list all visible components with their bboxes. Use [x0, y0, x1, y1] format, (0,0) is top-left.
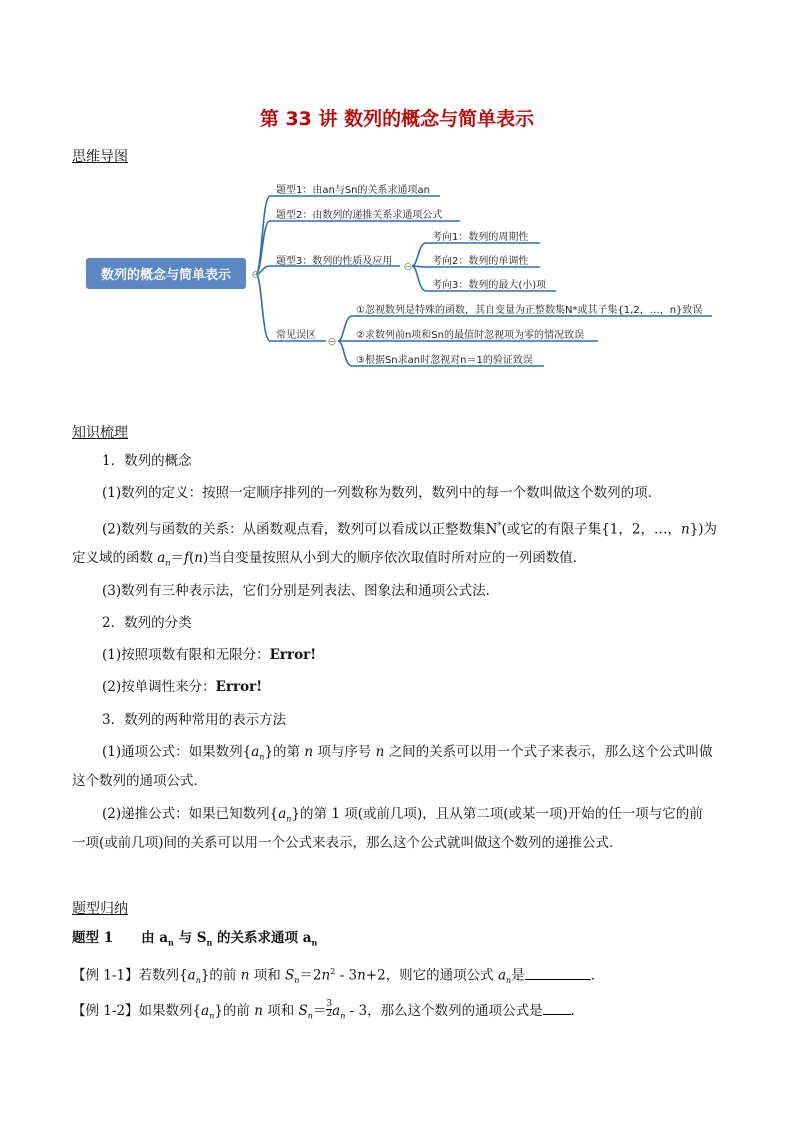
mm-branch-4-sub-3: ③根据Sn求an时忽视对n＝1的验证致误 — [356, 355, 533, 366]
mm-collapse-icon-b4: ⊖ — [327, 335, 337, 348]
fraction: $\frac{3}{2}$ — [326, 999, 333, 1019]
mm-branch-4-sub-1: ①忽视数列是特殊的函数，其自变量为正整数集N*或其子集{1,2，…，n}致误 — [356, 305, 703, 316]
mm-root-label: 数列的概念与简单表示 — [100, 268, 232, 283]
mm-branch-3-sub-1: 考向1：数列的周期性 — [432, 232, 529, 243]
mm-branch-3-sub-2: 考向2：数列的单调性 — [432, 256, 529, 267]
k1-heading: 1．数列的概念 — [102, 453, 192, 469]
page-title: 第 33 讲 数列的概念与简单表示 — [259, 108, 535, 130]
type1-heading: 题型 1 由 $a_n$ 与 $S_n$ 的关系求通项 $a_n$ — [72, 930, 318, 948]
mm-branch-4-sub-2: ②求数列前n项和Sn的最值时忽视项为零的情况致误 — [356, 330, 584, 341]
k2-heading: 2．数列的分类 — [102, 615, 192, 631]
mm-collapse-icon-root: ⊖ — [251, 268, 261, 281]
mindmap-section-heading: 思维导图 — [72, 149, 128, 165]
k3-para-1-line-1: (1)通项公式：如果数列$\{a_n\}$的第 n 项与序号 n 之间的关系可以用一个式子来表示，那么这个公式叫做 — [102, 744, 713, 762]
mm-collapse-icon-b3: ⊖ — [403, 260, 413, 273]
k3-para-2-line-1: (2)递推公式：如果已知数列$\{a_n\}$的第 1 项(或前几项)，且从第二项(或某一项)开始的任一项与它的前 — [102, 806, 703, 824]
answer-blank — [543, 1002, 571, 1015]
knowledge-section-heading: 知识梳理 — [72, 425, 128, 441]
k3-para-1-line-2: 这个数列的通项公式． — [72, 773, 207, 789]
answer-blank — [525, 967, 591, 980]
k1-para-1: (1)数列的定义：按照一定顺序排列的一列数称为数列，数列中的每一个数叫做这个数列的项． — [102, 485, 662, 501]
example-1-2: 【例 1-2】如果数列$\{a_n\}$的前 n 项和 $S_n=$ $\frac{3}{2}$ $a_n - 3$，那么这个数列的通项公式是 ． — [72, 999, 585, 1021]
k3-para-2-line-2: 一项(或前几项)间的关系可以用一个公式来表示，那么这个公式就叫做这个数列的递推公式． — [72, 835, 623, 851]
mindmap — [0, 0, 794, 400]
mm-branch-1: 题型1：由an与Sn的关系求通项an — [276, 185, 430, 196]
mm-line-b3 — [256, 266, 400, 274]
types-section-heading: 题型归纳 — [72, 901, 128, 917]
mm-branch-2: 题型2：由数列的递推关系求通项公式 — [276, 210, 443, 221]
k2-para-1: (1)按照项数有限和无限分：Error! — [102, 647, 317, 663]
mm-branch-3: 题型3：数列的性质及应用 — [276, 256, 393, 267]
k1-para-2-line-1: (2)数列与函数的关系：从函数观点看，数列可以看成以正整数集N*(或它的有限子集{1，2，…，n})为 — [102, 521, 718, 538]
k2-para-2: (2)按单调性来分：Error! — [102, 679, 263, 695]
mm-branch-3-sub-3: 考向3：数列的最大(小)项 — [432, 280, 547, 291]
k1-para-2-line-2: 定义域的函数 $a_n=f(n)$当自变量按照从小到大的顺序依次取值时所对应的一列函数值． — [72, 550, 587, 568]
k3-heading: 3．数列的两种常用的表示方法 — [102, 712, 287, 728]
k1-para-3: (3)数列有三种表示法，它们分别是列表法、图象法和通项公式法． — [102, 583, 500, 599]
example-1-1: 【例 1-1】若数列$\{a_n\}$的前 n 项和 $S_n=2n^2 - 3n+2$，则它的通项公式 $a_n$是 ． — [72, 967, 605, 986]
mm-branch-4: 常见误区 — [276, 330, 316, 341]
